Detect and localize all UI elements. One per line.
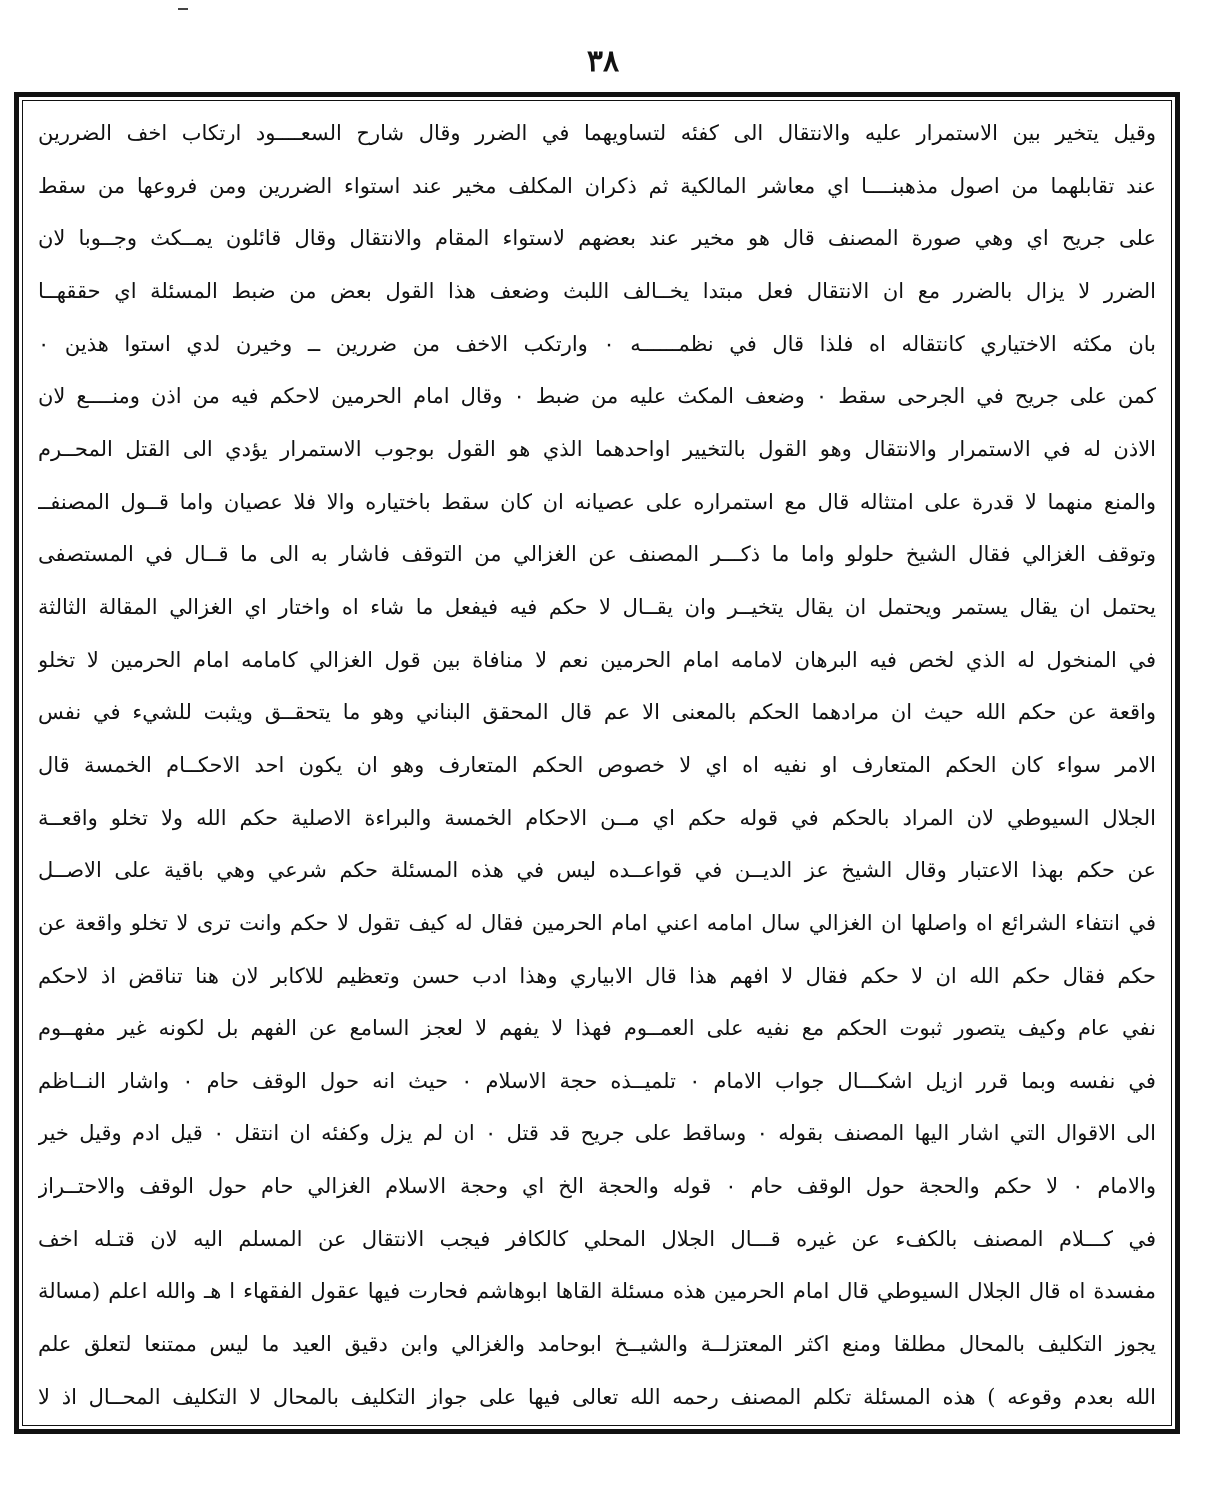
text-line: يجوز التكليف بالمحال مطلقا ومنع اكثر المعتزلــة والشيــخ ابوحامد والغزالي وابن دقيق العيد ما ليس ممتنعا لتعلق علم	[38, 1332, 1156, 1357]
text-line: كمن على جريح في الجرحى سقط ٠ وضعف المكث عليه من ضبط ٠ وقال امام الحرمين لاحكم فيه من اذن ومنــــع لان	[38, 384, 1156, 409]
text-line: عند تقابلهما من اصول مذهبنــــا اي معاشر المالكية ثم ذكران المكلف مخير عند استواء الضررين ومن فروعها من سقط	[38, 173, 1156, 198]
page-number: ٣٨	[586, 44, 620, 79]
text-line: يحتمل ان يقال يستمر ويحتمل ان يقال يتخيــر وان يقــال لا حكم فيه فيفعل ما شاء اه واختار اي الغزالي المقالة الثالثة	[38, 594, 1156, 619]
text-line: مفسدة اه قال الجلال السيوطي قال امام الحرمين هذه مسئلة القاها ابوهاشم فحارت فيها عقول الفقهاء ا هـ والله اعلم (مسالة	[38, 1279, 1156, 1304]
text-line: الاذن له في الاستمرار والانتقال وهو القول بالتخيير اواحدهما الذي هو القول بوجوب الاستمرار يؤدي الى القتل المحــرم	[38, 436, 1156, 461]
text-line: واقعة عن حكم الله حيث ان مرادهما الحكم بالمعنى الا عم قال المحقق البناني وهو ما يتحقــق ويثبت للشيء في نفس	[38, 700, 1156, 725]
text-line: بان مكثه الاختياري كانتقاله اه فلذا قال في نظمــــــه ٠ وارتكب الاخف من ضررين ــ وخيرن لدي استوا هذين ٠	[38, 331, 1156, 356]
text-line: عن حكم بهذا الاعتبار وقال الشيخ عز الديــن في قواعــده ليس في هذه المسئلة حكم شرعي وهي باقية على الاصــل	[38, 858, 1156, 883]
text-line: وقيل يتخير بين الاستمرار عليه والانتقال الى كفئه لتساويهما في الضرر وقال شارح السعــــود ارتكاب اخف الضررين	[38, 121, 1156, 145]
text-line: والامام ٠ لا حكم والحجة حول الوقف حام ٠ قوله والحجة الخ اي وحجة الاسلام الغزالي حام حول الوقف والاحتــراز	[38, 1174, 1156, 1199]
stray-mark	[178, 8, 188, 10]
text-line: وتوقف الغزالي فقال الشيخ حلولو واما ما ذكـــر المصنف عن الغزالي من التوقف فاشار به الى ما قــال في المستصفى	[38, 542, 1156, 567]
text-line: على جريح اي وهي صورة المصنف قال هو مخير عند بعضهم لاستواء المقام والانتقال وقال قائلون يمــكث وجــوبا لان	[38, 226, 1156, 251]
text-line: الامر سواء كان الحكم المتعارف او نفيه اه اي لا خصوص الحكم المتعارف وهو ان يكون احد الاحكــام الخمسة قال	[38, 752, 1156, 777]
text-line: حكم فقال حكم الله ان لا حكم فقال لا افهم هذا قال الابياري وهذا ادب حسن وتعظيم للاكابر لان هنا تناقض اذ لاحكم	[38, 963, 1156, 988]
text-line: في كـــلام المصنف بالكفء عن غيره قـــال الجلال المحلي كالكافر فيجب الانتقال عن المسلم اليه لان قتـله اخف	[38, 1226, 1156, 1251]
text-line: في المنخول له الذي لخص فيه البرهان لامامه امام الحرمين نعم لا منافاة بين قول الغزالي كامامه امام الحرمين لا تخلو	[38, 647, 1156, 672]
text-line: نفي عام وكيف يتصور ثبوت الحكم مع نفيه على العمــوم فهذا لا يفهم لا لعجز السامع عن الفهم بل لكونه غير مفهــوم	[38, 1016, 1156, 1041]
text-body	[32, 104, 1162, 1422]
text-line: في نفسه وبما قرر ازيل اشكـــال جواب الامام ٠ تلميــذه حجة الاسلام ٠ حيث انه حول الوقف حام ٠ واشار النــاظم	[38, 1068, 1156, 1093]
text-line: الله بعدم وقوعه ) هذه المسئلة تكلم المصنف رحمه الله تعالى فيها على جواز التكليف بالمحال لا التكليف المحــال اذ لا	[38, 1384, 1156, 1409]
text-line: في انتفاء الشرائع اه واصلها ان الغزالي سال امامه اعني امام الحرمين فقال له كيف تقول لا حكم وانت ترى لا تخلو واقعة عن	[38, 910, 1156, 935]
text-line: الى الاقوال التي اشار اليها المصنف بقوله ٠ وساقط على جريح قد قتل ٠ ان لم يزل وكفئه ان انتقل ٠ قيل ادم وقيل خير	[38, 1121, 1156, 1146]
text-line: الضرر لا يزال بالضرر مع ان الانتقال فعل مبتدا يخــالف اللبث وضعف هذا القول بعض من ضبط المسئلة اي حققهــا	[38, 278, 1156, 303]
text-line: والمنع منهما لا قدرة على امتثاله قال مع استمراره على عصيانه ان كان سقط باختياره والا فلا عصيان واما قــول المصنفــ	[38, 489, 1156, 514]
text-line: الجلال السيوطي لان المراد بالحكم في قوله حكم اي مــن الاحكام الخمسة والبراءة الاصلية حكم الله ولا تخلو واقعــة	[38, 805, 1156, 830]
